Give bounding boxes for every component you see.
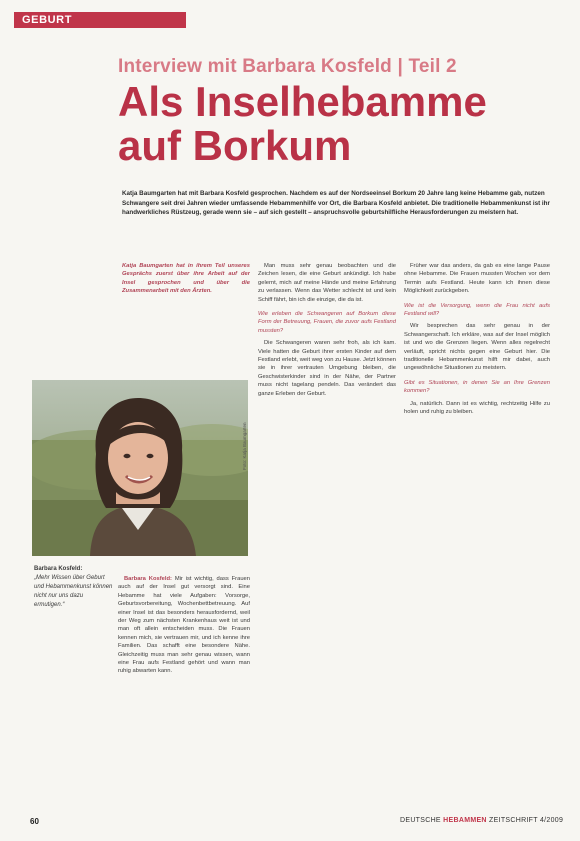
text-column-3 [404, 262, 550, 810]
magazine-name-highlight: HEBAMMEN [443, 817, 487, 824]
column-3-question-1: Wie ist die Versorgung, wenn die Frau nicht aufs Festland will? [404, 302, 550, 318]
page-number: 60 [30, 817, 39, 826]
column-3-paragraph-3: Ja, natürlich. Dann ist es wichtig, rechtzeitig Hilfe zu holen und ruhig zu bleiben. [404, 400, 550, 416]
interview-answer [118, 575, 250, 676]
portrait-photo [32, 380, 248, 556]
magazine-name-post: ZEITSCHRIFT 4/2009 [486, 817, 564, 824]
caption-text: „Mehr Wissen über Geburt und Hebammenkunst können nicht nur uns dazu ermutigen.“ [34, 575, 113, 608]
magazine-footer [400, 817, 563, 824]
article-title [118, 80, 538, 168]
text-column-2 [258, 262, 396, 810]
section-rubric [14, 12, 186, 28]
title-line-1: Als Inselhebamme [118, 78, 487, 125]
column-2-paragraph-1: Man muss sehr genau beobachten und die Zeichen lesen, die eine Geburt ankündigt. Ich habe gelernt, mich auf meine Hände und meine Erfahrung zu verlassen. Wenn das Wetter schlecht ist und kein Schiff fährt, bin ich die einzige, die da ist. [258, 263, 396, 303]
text-column-1-lower [118, 575, 250, 810]
column-3-paragraph-1: Früher war das anders, da gab es eine lange Pause ohne Hebamme. Die Frauen mussten Wochen vor dem Termin aufs Festland. Heute kann ich ihnen diese Möglichkeit zurückgeben. [404, 263, 550, 295]
column-2-paragraph-2: Die Schwangeren waren sehr froh, als ich kam. Viele hatten die Geburt ihrer ersten Kinder auf dem Festland erlebt, weit weg von zu Hause. Jetzt können sie in ihrer vertrauten Umgebung bleiben, die Geschwisterkinder sind in der Nähe, der Partner muss nicht tagelang pendeln. Das verändert das ganze Erleben der Geburt. [258, 340, 396, 397]
answer-text: Mir ist wichtig, dass Frauen auch auf der Insel gut versorgt sind. Eine Hebamme hat viele Aufgaben: Vorsorge, Geburtsvorbereitung, Wochenbettbetreuung. Auf einer Insel ist das besonders herausfordernd, weil der Weg zum nächsten Krankenhaus weit ist und man oft allein entscheiden muss. Die Frauen kennen mich, sie vertrauen mir, und ich kenne ihre Familien. Das schafft eine besondere Nähe. Gleichzeitig muss man sehr genau wissen, wann eine Frau aufs Festland gehört und wann man ruhig abwarten kann. [118, 576, 250, 675]
column-3-question-2: Gibt es Situationen, in denen Sie an Ihre Grenzen kommen? [404, 379, 550, 395]
title-line-2: auf Borkum [118, 122, 352, 169]
magazine-name-pre: DEUTSCHE [400, 817, 444, 824]
caption-label: Barbara Kosfeld: [34, 566, 83, 572]
kicker-line: Interview mit Barbara Kosfeld | Teil 2 [118, 56, 457, 77]
intro-paragraph: Katja Baumgarten hat in ihrem Teil unseres Gesprächs zuerst über ihre Arbeit auf der Insel gesprochen und über die Zusammenarbeit mit den Ärzten. [122, 263, 250, 295]
speaker-label: Barbara Kosfeld: [124, 576, 172, 582]
column-3-paragraph-2: Wir besprechen das sehr genau in der Schwangerschaft. Ich erkläre, was auf der Insel möglich ist und wo die Grenzen liegen. Wenn alles regelrecht verläuft, spricht nichts gegen eine Geburt hier. Die traditionelle Hebammenkunst hilft mir dabei, auch ungewöhnliche Situationen zu meistern. [404, 323, 550, 372]
portrait-photo-illustration [32, 380, 248, 556]
photo-caption [34, 565, 114, 610]
photo-credit: Foto: Katja Baumgarten [242, 422, 247, 470]
article-lead: Katja Baumgarten hat mit Barbara Kosfeld gesprochen. Nachdem es auf der Nordseeinsel Borkum 20 Jahre lang keine Hebamme gab, nutzen Schwangere seit drei Jahren wieder umfassende Hebammenhilfe vor Ort, die Barbara Kosfeld anbietet. Die traditionelle Hebammenkunst ist ihr handwerkliches Rüstzeug, gerade wenn sie – auf sich gestellt – anspruchsvolle geburtshilfliche Herausforderungen zu meistern hat. [122, 190, 550, 217]
rubric-label: GEBURT [22, 14, 73, 26]
column-2-question: Wie erleben die Schwangeren auf Borkum diese Form der Betreuung, Frauen, die zuvor aufs Festland mussten? [258, 311, 396, 334]
